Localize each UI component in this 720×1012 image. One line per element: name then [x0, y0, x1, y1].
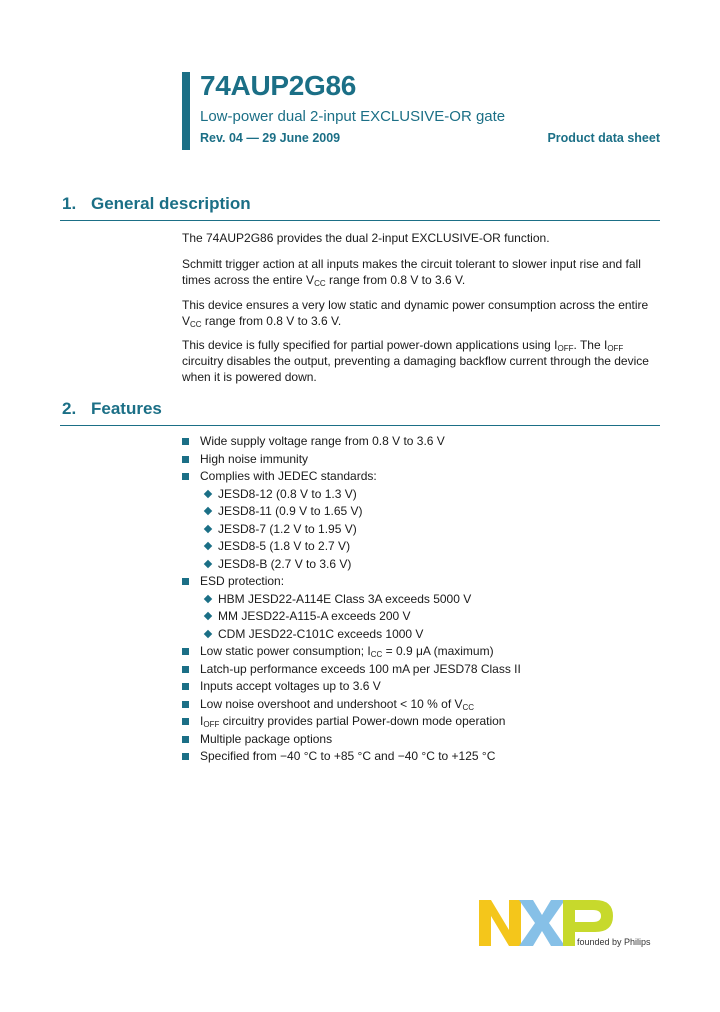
general-paragraph-3: This device ensures a very low static and dynamic power consumption across the entire $V_{CC}$ range from 0.8 V to 3.6 V. — [182, 298, 649, 329]
diamond-bullet-icon — [204, 612, 212, 620]
document-type: Product data sheet — [547, 131, 660, 145]
square-bullet-icon — [182, 473, 189, 480]
square-bullet-icon — [182, 736, 189, 743]
list-item: CDM JESD22-C101C exceeds 1000 V — [182, 626, 662, 644]
list-item: JESD8-7 (1.2 V to 1.95 V) — [182, 521, 662, 539]
document-title: 74AUP2G86 — [200, 70, 357, 101]
logo-letter-n — [479, 900, 521, 946]
list-item: JESD8-5 (1.8 V to 2.7 V) — [182, 538, 662, 556]
logo-letter-x — [519, 900, 565, 946]
features-list — [182, 433, 662, 766]
section-number: 2. — [62, 399, 77, 418]
list-item: High noise immunity — [182, 451, 662, 469]
document-subtitle: Low-power dual 2-input EXCLUSIVE-OR gate — [200, 108, 506, 125]
list-item: $I_{OFF}$ circuitry provides partial Power-down mode operation — [182, 713, 662, 731]
section-number: 1. — [62, 194, 77, 213]
list-item: Inputs accept voltages up to 3.6 V — [182, 678, 662, 696]
square-bullet-icon — [182, 753, 189, 760]
header-accent-bar — [182, 72, 190, 150]
list-item: Low static power consumption; $I_{CC} = 0.9$ μA (maximum) — [182, 643, 662, 661]
general-paragraph-4: This device is fully specified for partial power-down applications using $I_{OFF}$. The $I_{OFF}$ circuitry disables the output, preventing a damaging backflow current through the device when it is powered down. — [182, 338, 649, 384]
square-bullet-icon — [182, 683, 189, 690]
square-bullet-icon — [182, 438, 189, 445]
square-bullet-icon — [182, 456, 189, 463]
list-item: Complies with JEDEC standards: — [182, 468, 662, 486]
section-title: Features — [91, 399, 162, 418]
diamond-bullet-icon — [204, 629, 212, 637]
list-item: JESD8-B (2.7 V to 3.6 V) — [182, 556, 662, 574]
square-bullet-icon — [182, 666, 189, 673]
list-item: JESD8-12 (0.8 V to 1.3 V) — [182, 486, 662, 504]
square-bullet-icon — [182, 648, 189, 655]
revision-line: Rev. 04 — 29 June 2009 — [200, 131, 341, 145]
list-item: HBM JESD22-A114E Class 3A exceeds 5000 V — [182, 591, 662, 609]
list-item: JESD8-11 (0.9 V to 1.65 V) — [182, 503, 662, 521]
general-paragraph-1: The 74AUP2G86 provides the dual 2-input EXCLUSIVE-OR function. — [182, 231, 550, 245]
logo-tagline: founded by Philips — [577, 937, 651, 947]
section-heading-general — [60, 194, 660, 221]
square-bullet-icon — [182, 701, 189, 708]
section-title: General description — [91, 194, 251, 213]
list-item: Wide supply voltage range from 0.8 V to 3.6 V — [182, 433, 662, 451]
diamond-bullet-icon — [204, 559, 212, 567]
list-item: Low noise overshoot and undershoot < 10 % of $V_{CC}$ — [182, 696, 662, 714]
section-heading-features — [60, 399, 660, 426]
diamond-bullet-icon — [204, 507, 212, 515]
square-bullet-icon — [182, 718, 189, 725]
list-item: Multiple package options — [182, 731, 662, 749]
general-paragraph-2: Schmitt trigger action at all inputs makes the circuit tolerant to slower input rise and fall times across the entire $V_{CC}$ range from 0.8 V to 3.6 V. — [182, 257, 641, 288]
square-bullet-icon — [182, 578, 189, 585]
diamond-bullet-icon — [204, 524, 212, 532]
list-item: Specified from −40 °C to +85 °C and −40 °C to +125 °C — [182, 748, 662, 766]
diamond-bullet-icon — [204, 594, 212, 602]
diamond-bullet-icon — [204, 489, 212, 497]
list-item: Latch-up performance exceeds 100 mA per JESD78 Class II — [182, 661, 662, 679]
diamond-bullet-icon — [204, 542, 212, 550]
list-item: ESD protection: — [182, 573, 662, 591]
list-item: MM JESD22-A115-A exceeds 200 V — [182, 608, 662, 626]
